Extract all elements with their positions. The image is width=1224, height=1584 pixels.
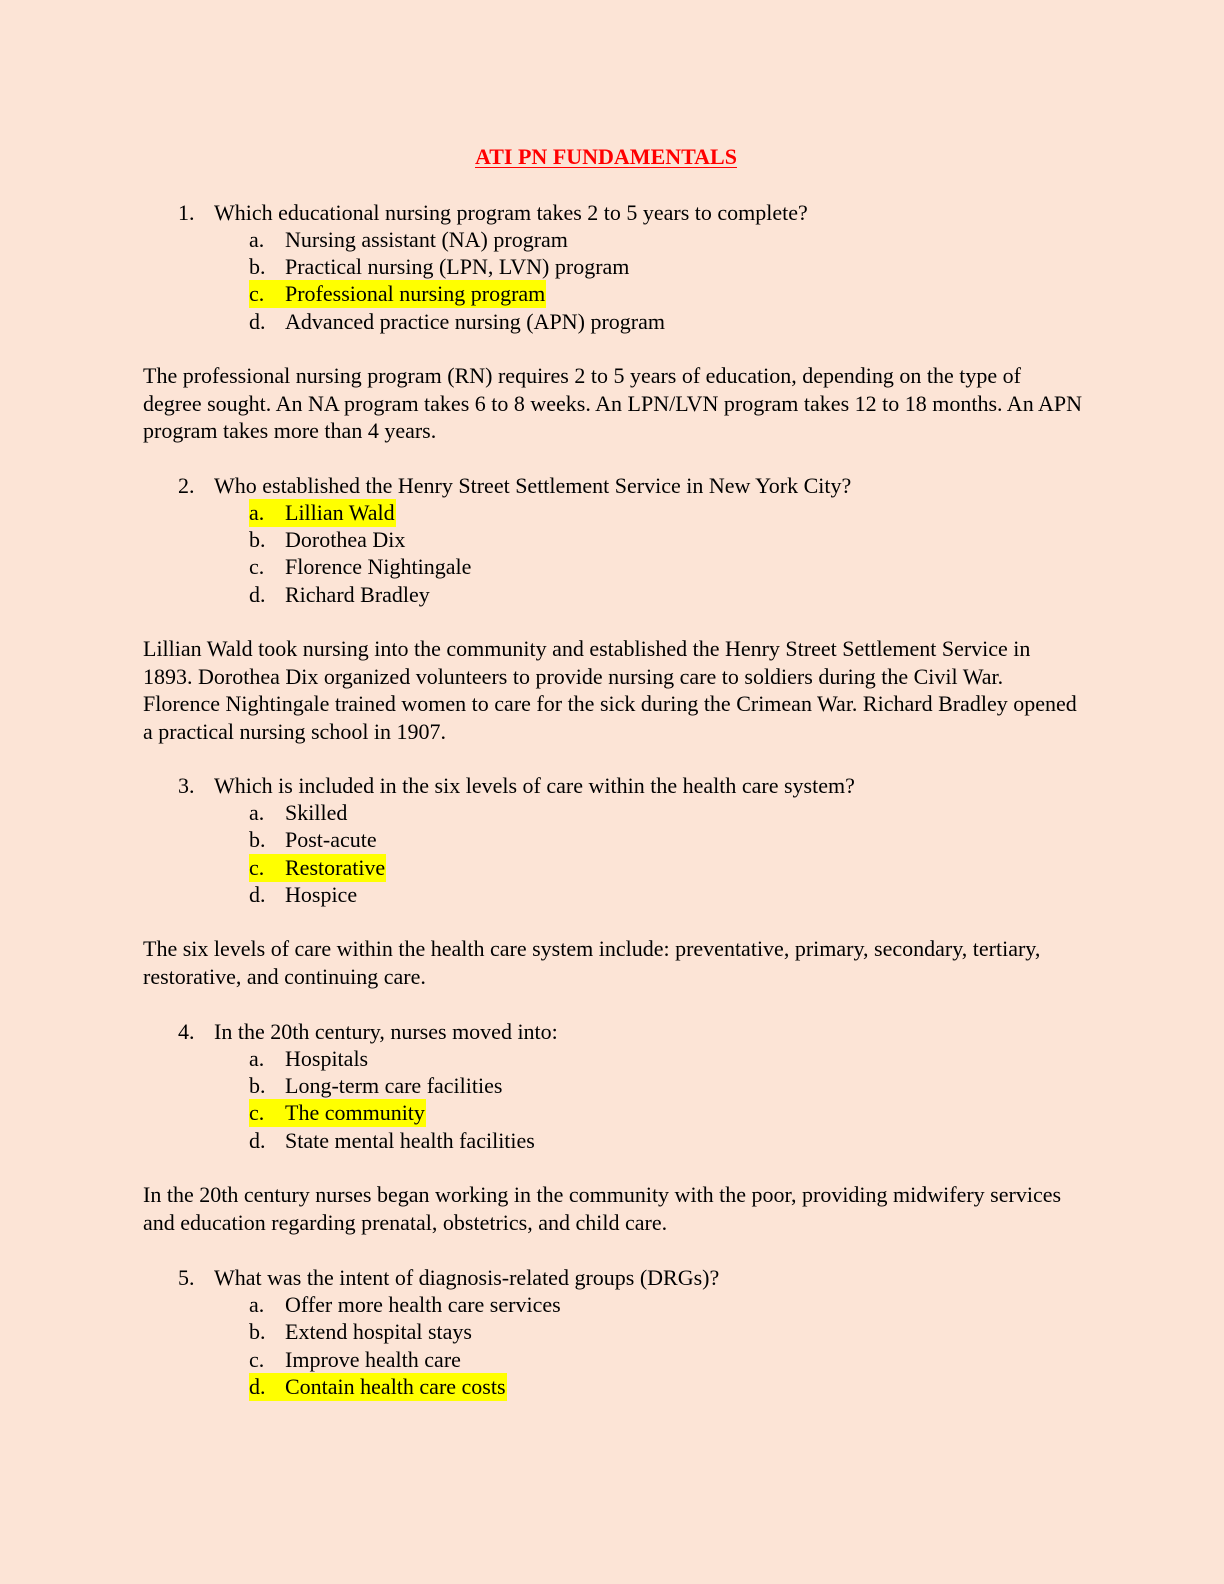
- question-2-option-a-correct: [249, 499, 396, 527]
- option-text: Professional nursing program: [285, 281, 546, 306]
- question-3-option-a: [249, 799, 348, 827]
- option-text: Nursing assistant (NA) program: [285, 227, 568, 252]
- question-4-option-b: [249, 1072, 503, 1100]
- question-1-option-d: [249, 308, 666, 336]
- option-text: Florence Nightingale: [285, 554, 472, 579]
- option-text: Post-acute: [285, 827, 377, 852]
- option-text: Improve health care: [285, 1347, 461, 1372]
- option-text: Skilled: [285, 800, 348, 825]
- option-text: Restorative: [285, 855, 386, 880]
- option-text: Hospice: [285, 882, 358, 907]
- option-letter: c.: [249, 1347, 265, 1372]
- question-5: [178, 1264, 719, 1292]
- question-3-option-d: [249, 881, 358, 909]
- option-text: Practical nursing (LPN, LVN) program: [285, 254, 630, 279]
- question-text: In the 20th century, nurses moved into:: [214, 1019, 558, 1044]
- option-letter: d.: [249, 882, 266, 907]
- question-2-option-b: [249, 526, 406, 554]
- question-4-option-d: [249, 1127, 536, 1155]
- question-5-option-d-correct: [249, 1373, 507, 1401]
- question-text: Who established the Henry Street Settlement Service in New York City?: [214, 473, 852, 498]
- question-3-explanation: The six levels of care within the health care system include: preventative, primary, secondary, tertiary, restorative, and continuing care.: [143, 936, 1041, 989]
- option-letter: a.: [249, 1046, 265, 1071]
- option-text: Lillian Wald: [285, 500, 395, 525]
- option-text: Long-term care facilities: [285, 1073, 503, 1098]
- question-3-option-b: [249, 826, 378, 854]
- question-1-option-a: [249, 226, 569, 254]
- option-letter: b.: [249, 1073, 266, 1098]
- option-letter: d.: [249, 1128, 266, 1153]
- option-letter: c.: [249, 1100, 265, 1125]
- question-1-option-b: [249, 253, 630, 281]
- option-text: The community: [285, 1100, 425, 1125]
- question-number: 3.: [178, 773, 195, 798]
- question-4-option-a: [249, 1045, 369, 1073]
- question-number: 1.: [178, 200, 195, 225]
- option-letter: a.: [249, 500, 265, 525]
- question-5-option-b: [249, 1318, 473, 1346]
- option-letter: d.: [249, 309, 266, 334]
- option-letter: b.: [249, 827, 266, 852]
- option-text: Advanced practice nursing (APN) program: [285, 309, 665, 334]
- option-letter: b.: [249, 527, 266, 552]
- option-text: Offer more health care services: [285, 1292, 561, 1317]
- question-text: Which educational nursing program takes 2 to 5 years to complete?: [214, 200, 808, 225]
- question-4: [178, 1018, 558, 1046]
- question-2-option-c: [249, 553, 472, 581]
- question-text: Which is included in the six levels of care within the health care system?: [214, 773, 855, 798]
- question-3-option-c-correct: [249, 854, 386, 882]
- option-letter: c.: [249, 554, 265, 579]
- question-5-option-a: [249, 1291, 562, 1319]
- question-2-explanation: Lillian Wald took nursing into the community and established the Henry Street Settlement Service in 1893. Dorothea Dix organized volunteers to provide nursing care to soldiers during the Civil War. Florence Nightingale trained women to care for the sick during the Crimean War. Richard Bradley opened a practical nursing school in 1907.: [143, 636, 1077, 744]
- option-letter: c.: [249, 281, 265, 306]
- question-number: 2.: [178, 473, 195, 498]
- question-4-explanation: In the 20th century nurses began working in the community with the poor, providing midwifery services and education regarding prenatal, obstetrics, and child care.: [143, 1182, 1062, 1235]
- option-text: Hospitals: [285, 1046, 369, 1071]
- option-letter: d.: [249, 582, 266, 607]
- question-4-option-c-correct: [249, 1099, 426, 1127]
- question-3: [178, 772, 855, 800]
- option-letter: c.: [249, 855, 265, 880]
- option-text: State mental health facilities: [285, 1128, 535, 1153]
- option-letter: d.: [249, 1374, 266, 1399]
- option-text: Dorothea Dix: [285, 527, 406, 552]
- option-text: Richard Bradley: [285, 582, 430, 607]
- option-text: Contain health care costs: [285, 1374, 506, 1399]
- question-2: [178, 472, 851, 500]
- question-5-option-c: [249, 1346, 462, 1374]
- question-1: [178, 199, 808, 227]
- question-text: What was the intent of diagnosis-related groups (DRGs)?: [214, 1265, 720, 1290]
- option-letter: a.: [249, 800, 265, 825]
- option-letter: a.: [249, 1292, 265, 1317]
- question-2-option-d: [249, 581, 431, 609]
- question-number: 5.: [178, 1265, 195, 1290]
- question-1-option-c-correct: [249, 280, 546, 308]
- question-number: 4.: [178, 1019, 195, 1044]
- option-text: Extend hospital stays: [285, 1319, 472, 1344]
- option-letter: a.: [249, 227, 265, 252]
- question-1-explanation: The professional nursing program (RN) requires 2 to 5 years of education, depending on the type of degree sought. An NA program takes 6 to 8 weeks. An LPN/LVN program takes 12 to 18 months. An APN program takes more than 4 years.: [143, 363, 1082, 443]
- option-letter: b.: [249, 254, 266, 279]
- document-title: ATI PN FUNDAMENTALS: [475, 144, 737, 169]
- option-letter: b.: [249, 1319, 266, 1344]
